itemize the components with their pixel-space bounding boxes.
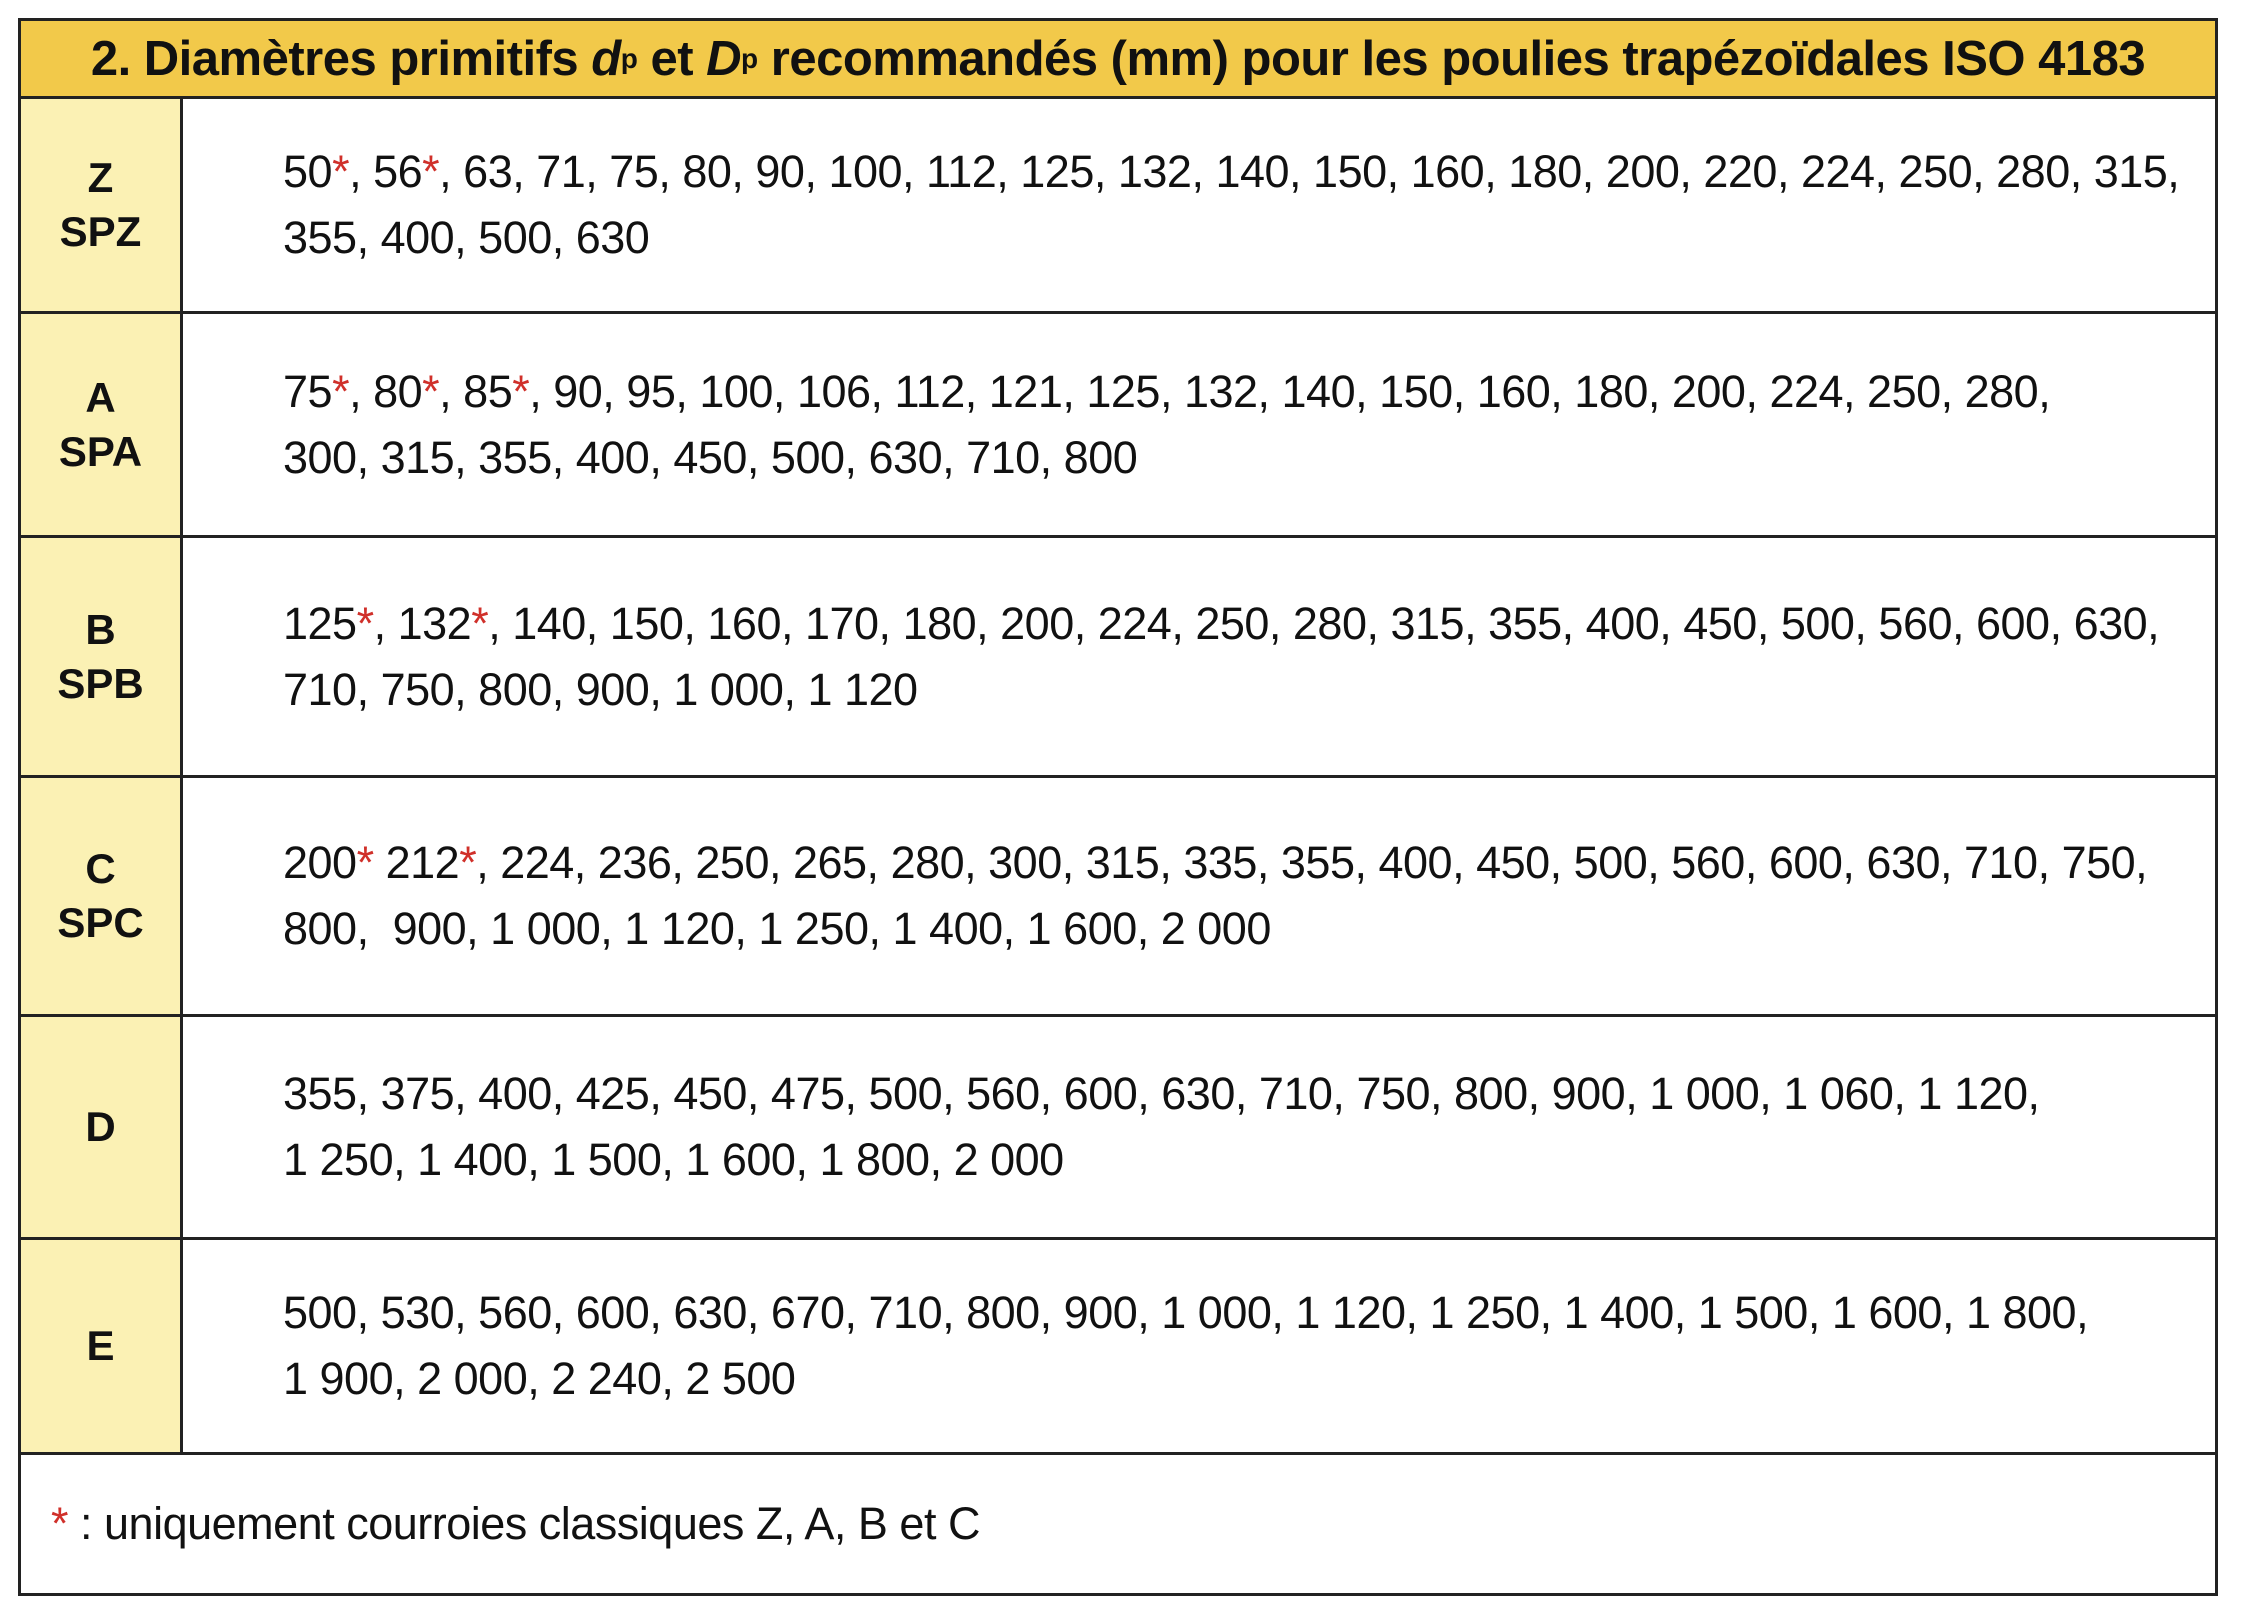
- belt-section-label: [21, 778, 183, 1014]
- diameter-values-line: [283, 830, 2183, 896]
- diameter-values-line: [283, 1346, 2183, 1412]
- table-row: [21, 1240, 2215, 1455]
- table-frame: [18, 18, 2218, 1596]
- belt-profile-name: A: [85, 373, 116, 421]
- diameter-text: , 132: [373, 597, 472, 649]
- diameter-values-cell: [183, 314, 2215, 535]
- classic-only-star: *: [471, 597, 489, 649]
- belt-profile-name: E: [86, 1322, 115, 1369]
- diameter-values: [283, 139, 2183, 271]
- title-suffix: recommandés (mm) pour les poulies trapézoïdales ISO 4183: [757, 31, 2146, 86]
- diameter-values-line: [283, 1127, 2183, 1193]
- footnote: [21, 1455, 2215, 1593]
- title-var-Dp: D: [706, 31, 742, 86]
- diameter-values-cell: [183, 1017, 2215, 1237]
- diameter-text: , 140, 150, 160, 170, 180, 200, 224, 250, 280, 315, 355, 400, 450, 500, 560, 600, 630,: [488, 597, 2160, 649]
- classic-only-star: *: [422, 146, 440, 197]
- diameter-values-line: [283, 1061, 2183, 1127]
- diameter-text: 200: [283, 837, 357, 888]
- diameter-text: , 56: [349, 146, 423, 197]
- classic-only-star: *: [356, 837, 374, 888]
- table-row: [21, 1017, 2215, 1240]
- title-var-dp: d: [591, 31, 621, 86]
- belt-profile-name: C: [85, 845, 116, 892]
- classic-only-star: *: [422, 365, 440, 417]
- footnote-star: *: [51, 1498, 69, 1549]
- diameter-text: , 80: [349, 365, 423, 417]
- belt-profile-name: Z: [87, 154, 114, 201]
- diameter-text: 710, 750, 800, 900, 1 000, 1 120: [283, 663, 918, 715]
- table-row: [21, 99, 2215, 314]
- classic-only-star: *: [356, 597, 374, 649]
- diameter-values-line: [283, 591, 2183, 657]
- diameter-text: 75: [283, 365, 333, 417]
- belt-profile-name: B: [85, 605, 116, 653]
- diameter-values-line: [283, 425, 2183, 491]
- diameter-values: [283, 830, 2183, 962]
- diameter-text: 800, 900, 1 000, 1 120, 1 250, 1 400, 1 600, 2 000: [283, 903, 1271, 954]
- classic-only-star: *: [332, 365, 350, 417]
- diameter-values: [283, 359, 2183, 491]
- diameter-values-cell: [183, 99, 2215, 311]
- belt-section-label: [21, 538, 183, 775]
- diameter-values-line: [283, 1280, 2183, 1346]
- classic-only-star: *: [512, 365, 530, 417]
- table-row: [21, 538, 2215, 778]
- belt-profile-name: SPB: [57, 659, 144, 707]
- diameter-values: [283, 1061, 2183, 1193]
- diameter-text: 355, 375, 400, 425, 450, 475, 500, 560, 600, 630, 710, 750, 800, 900, 1 000, 1 060, 1 120,: [283, 1068, 2040, 1119]
- title-conj: et: [637, 31, 707, 86]
- diameter-text: 1 900, 2 000, 2 240, 2 500: [283, 1353, 796, 1404]
- diameter-values-cell: [183, 538, 2215, 775]
- diameter-text: 355, 400, 500, 630: [283, 212, 650, 263]
- diameter-text: , 90, 95, 100, 106, 112, 121, 125, 132, 140, 150, 160, 180, 200, 224, 250, 280,: [529, 365, 2051, 417]
- belt-section-label: [21, 1240, 183, 1452]
- diameter-text: 212: [373, 837, 460, 888]
- classic-only-star: *: [332, 146, 350, 197]
- belt-profile-name: D: [85, 1103, 116, 1150]
- belt-section-label: [21, 99, 183, 311]
- belt-profile-name: SPZ: [59, 208, 142, 255]
- footnote-text: : uniquement courroies classiques Z, A, B et C: [68, 1498, 980, 1549]
- diameter-text: 50: [283, 146, 333, 197]
- diameter-text: 300, 315, 355, 400, 450, 500, 630, 710, 800: [283, 431, 1138, 483]
- diameter-text: , 224, 236, 250, 265, 280, 300, 315, 335, 355, 400, 450, 500, 560, 600, 630, 710, 750,: [476, 837, 2148, 888]
- diameter-text: 125: [283, 597, 357, 649]
- diameter-values-line: [283, 896, 2183, 962]
- table-row: [21, 778, 2215, 1017]
- diameter-values-line: [283, 205, 2183, 271]
- belt-section-label: [21, 1017, 183, 1237]
- belt-profile-name: SPC: [57, 899, 144, 946]
- diameter-values-line: [283, 657, 2183, 723]
- title-prefix: 2. Diamètres primitifs: [90, 31, 579, 86]
- diameter-values-line: [283, 359, 2183, 425]
- diameter-text: 1 250, 1 400, 1 500, 1 600, 1 800, 2 000: [283, 1134, 1064, 1185]
- belt-section-label: [21, 314, 183, 535]
- diameter-text: , 63, 71, 75, 80, 90, 100, 112, 125, 132, 140, 150, 160, 180, 200, 220, 224, 250, 280, 315,: [439, 146, 2180, 197]
- title-sub-dp: p: [620, 42, 638, 74]
- diameter-text: 500, 530, 560, 600, 630, 670, 710, 800, 900, 1 000, 1 120, 1 250, 1 400, 1 500, 1 600, 1 800,: [283, 1287, 2089, 1338]
- classic-only-star: *: [459, 837, 477, 888]
- diameter-values-cell: [183, 778, 2215, 1014]
- diameter-values: [283, 1280, 2183, 1412]
- table-row: [21, 314, 2215, 538]
- diameter-text: , 85: [439, 365, 513, 417]
- diameter-values-cell: [183, 1240, 2215, 1452]
- diameter-values-line: [283, 139, 2183, 205]
- table-title: [21, 21, 2215, 99]
- belt-profile-name: SPA: [58, 427, 143, 475]
- title-sub-Dp: p: [741, 42, 758, 74]
- diameter-values: [283, 591, 2183, 723]
